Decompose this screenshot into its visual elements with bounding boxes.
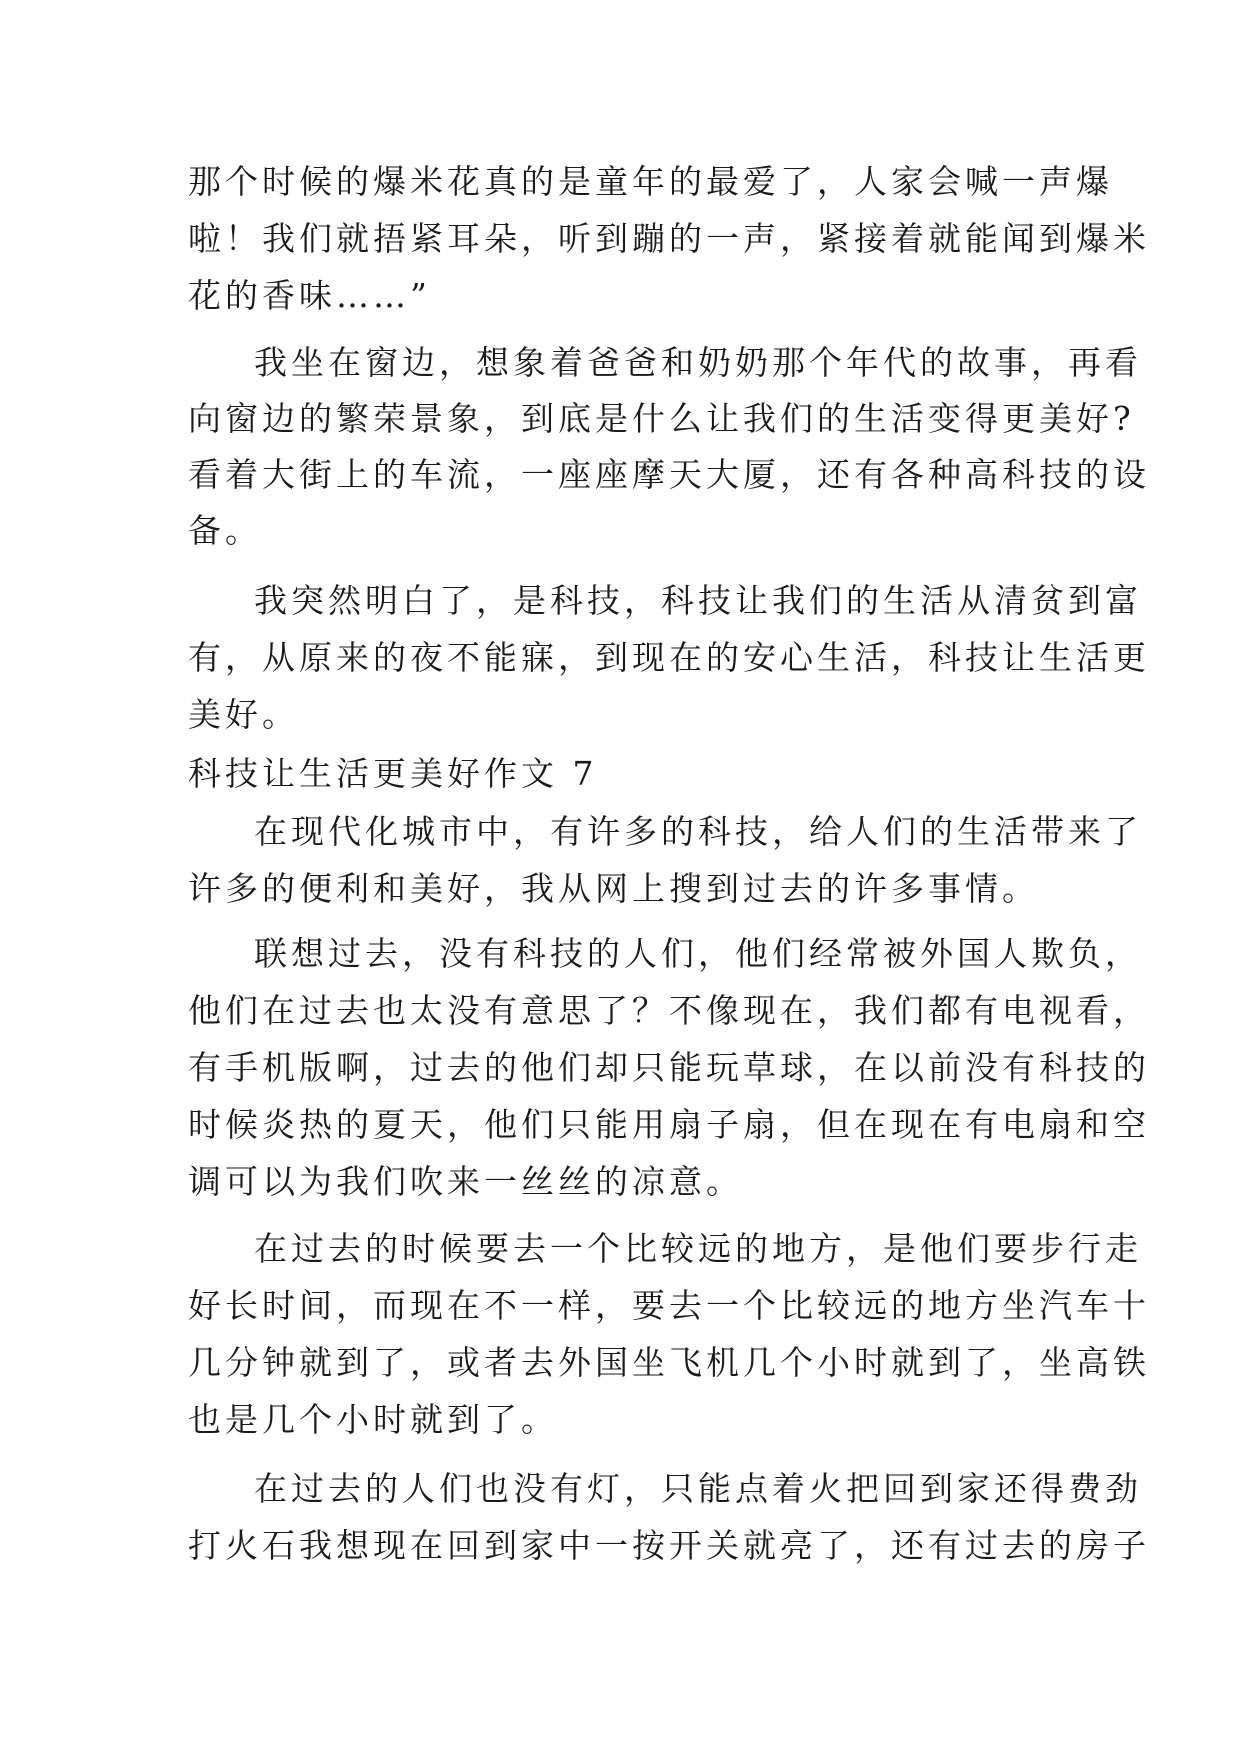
text-line: 看着大街上的车流，一座座摩天大厦，还有各种高科技的设 <box>188 455 1150 494</box>
text-line: 啦！我们就捂紧耳朵，听到蹦的一声，紧接着就能闻到爆米 <box>188 219 1150 258</box>
text-line: 时候炎热的夏天，他们只能用扇子扇，但在现在有电扇和空 <box>188 1105 1150 1144</box>
paragraph-first-line: 我坐在窗边，想象着爸爸和奶奶那个年代的故事，再看 <box>254 343 1142 382</box>
paragraph-first-line: 在现代化城市中，有许多的科技，给人们的生活带来了 <box>254 812 1142 851</box>
text-line: 备。 <box>188 511 262 550</box>
text-line: 他们在过去也太没有意思了？不像现在，我们都有电视看， <box>188 991 1150 1030</box>
text-line: 有，从原来的夜不能寐，到现在的安心生活，科技让生活更 <box>188 638 1150 677</box>
text-line: 打火石我想现在回到家中一按开关就亮了，还有过去的房子 <box>188 1526 1150 1565</box>
text-line: 有手机版啊，过去的他们却只能玩草球，在以前没有科技的 <box>188 1048 1150 1087</box>
text-line: 那个时候的爆米花真的是童年的最爱了，人家会喊一声爆 <box>188 162 1113 201</box>
paragraph-first-line: 联想过去，没有科技的人们，他们经常被外国人欺负， <box>254 934 1142 973</box>
paragraph-first-line: 我突然明白了，是科技，科技让我们的生活从清贫到富 <box>254 581 1142 620</box>
text-line: 花的香味……” <box>188 276 431 315</box>
text-line: 调可以为我们吹来一丝丝的凉意。 <box>188 1162 743 1201</box>
document-page <box>188 0 1150 1754</box>
text-line: 美好。 <box>188 695 299 734</box>
text-line: 几分钟就到了，或者去外国坐飞机几个小时就到了，坐高铁 <box>188 1343 1150 1382</box>
text-line: 许多的便利和美好，我从网上搜到过去的许多事情。 <box>188 869 1039 908</box>
paragraph-first-line: 在过去的人们也没有灯，只能点着火把回到家还得费劲 <box>254 1469 1142 1508</box>
text-line: 也是几个小时就到了。 <box>188 1400 558 1439</box>
paragraph-first-line: 在过去的时候要去一个比较远的地方，是他们要步行走 <box>254 1229 1142 1268</box>
text-line: 好长时间，而现在不一样，要去一个比较远的地方坐汽车十 <box>188 1286 1150 1325</box>
section-heading: 科技让生活更美好作文 7 <box>188 754 598 793</box>
text-line: 向窗边的繁荣景象，到底是什么让我们的生活变得更美好? <box>188 399 1135 438</box>
